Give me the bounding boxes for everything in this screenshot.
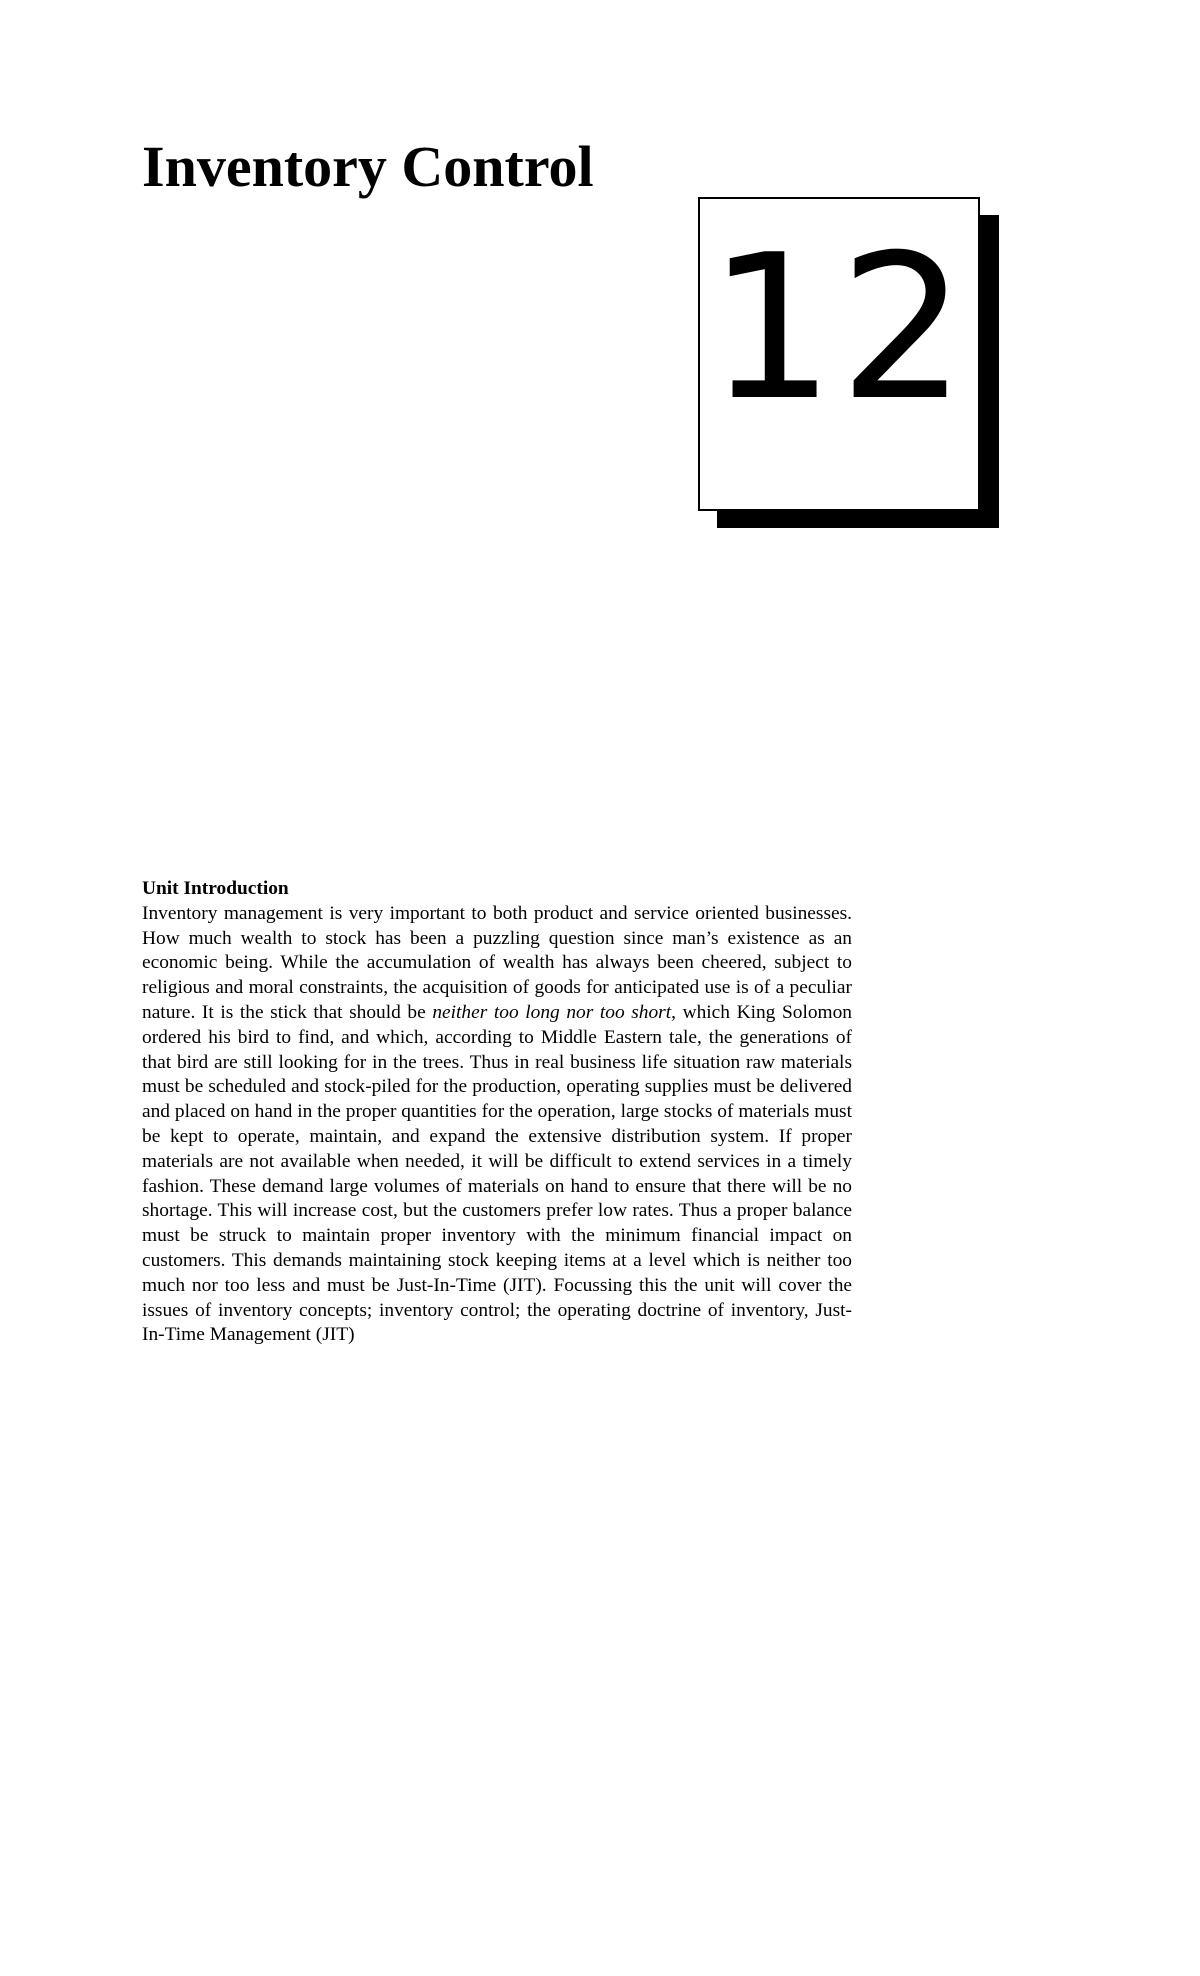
unit-introduction: [142, 877, 852, 1348]
intro-text-part-2: , which King Solomon ordered his bird to find, and which, according to Middle Eastern tale, the generations of that bird are still looking for in the trees. Thus in real business life situation raw materials must be scheduled and stock-piled for the production, operating supplies must be delivered and placed on hand in the proper quantities for the operation, large stocks of materials must be kept to operate, maintain, and expand the extensive distribution system. If proper materials are not available when needed, it will be difficult to extend services in a timely fashion. These demand large volumes of materials on hand to ensure that there will be no shortage. This will increase cost, but the customers prefer low rates. Thus a proper balance must be struck to maintain proper inventory with the minimum financial impact on customers. This demands maintaining stock keeping items at a level which is neither too much nor too less and must be Just-In-Time (JIT). Focussing this the unit will cover the issues of inventory concepts; inventory control; the operating doctrine of inventory, Just-In-Time Management (JIT): [142, 1001, 852, 1346]
unit-introduction-heading: Unit Introduction: [142, 878, 289, 899]
chapter-title: Inventory Control: [142, 134, 594, 199]
intro-text-emphasis: neither too long nor too short: [432, 1001, 672, 1023]
chapter-number-box: [698, 197, 980, 511]
intro-text-part-1: Inventory management is very important to both product and service oriented businesses. How much wealth to stock has been a puzzling question since man’s existence as an economic being. While the accumulation of wealth has always been cheered, subject to religious and moral constraints, the acquisition of goods for anticipated use is of a peculiar nature. It is the stick that should be: [142, 902, 852, 1023]
unit-introduction-body: [142, 902, 852, 1348]
chapter-number: 12: [707, 212, 971, 445]
